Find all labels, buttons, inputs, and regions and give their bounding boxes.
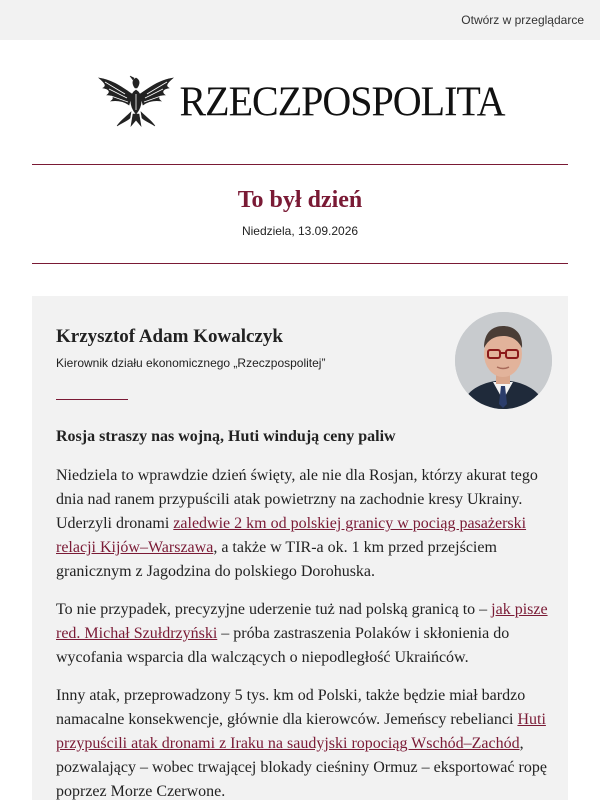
brand-logo[interactable] [95,74,504,130]
article-paragraph [56,598,552,670]
paragraph-text: Inny atak, przeprowadzony 5 tys. km od Polski, także będzie miał bardzo namacalne konsekwencje, głównie dla kierowców. Jemeńscy rebelianci [56,687,526,728]
newsletter-sheet [0,40,600,800]
open-in-browser-link[interactable]: Otwórz w przeglądarce [461,13,584,27]
divider-bottom [32,263,568,264]
article-link-houthi-attack[interactable]: Huti przypuścili atak dronami z Iraku na saudyjski ropociąg Wschód–Zachód [56,711,546,752]
author-row [56,312,552,409]
paragraph-text: , pozwalający – wobec trwającej blokady cieśniny Ormuz – eksportować ropę poprzez Morze Czerwone. [56,735,547,800]
masthead [32,40,568,164]
issue-date: Niedziela, 13.09.2026 [241,224,359,238]
paragraph-text: – próba zastraszenia Polaków i skłonienia do wycofania wsparcia dla walczących o niepodległość Ukraińców. [56,625,510,666]
paragraph-text: , a także w TIR-a ok. 1 km przed przejściem granicznym z Jagodzina do polskiego Dorohuska. [56,539,497,580]
article-link-szuldrzynski[interactable]: jak pisze red. Michał Szułdrzyński [56,601,548,642]
author-name: Krzysztof Adam Kowalczyk [56,326,283,347]
avatar [455,312,552,409]
author-info [56,312,325,370]
page-title: To był dzień [237,187,363,213]
article-paragraph [56,464,552,584]
day-header [32,165,568,263]
article-paragraph [56,684,552,800]
paragraph-text: To nie przypadek, precyzyjne uderzenie tuż nad polską granicą to – [56,601,492,618]
author-role: Kierownik działu ekonomicznego „Rzeczpospolitej” [56,356,326,370]
brand-wordmark: RZECZPOSPOLITA [179,77,505,126]
short-divider [56,399,128,400]
article-headline: Rosja straszy nas wojną, Huti windują ceny paliw [56,428,396,445]
author-portrait [455,312,552,409]
editorial-card [32,296,568,800]
paragraph-text: Niedziela to wprawdzie dzień święty, ale nie dla Rosjan, którzy akurat tego dnia nad ranem przypuścili atak powietrzny na zachodnie kresy Ukrainy. Uderzyli dronami [56,467,538,532]
article-link-train-attack[interactable]: zaledwie 2 km od polskiej granicy w pociąg pasażerski relacji Kijów–Warszawa [56,515,527,556]
top-bar [0,0,600,40]
eagle-icon [95,74,177,130]
